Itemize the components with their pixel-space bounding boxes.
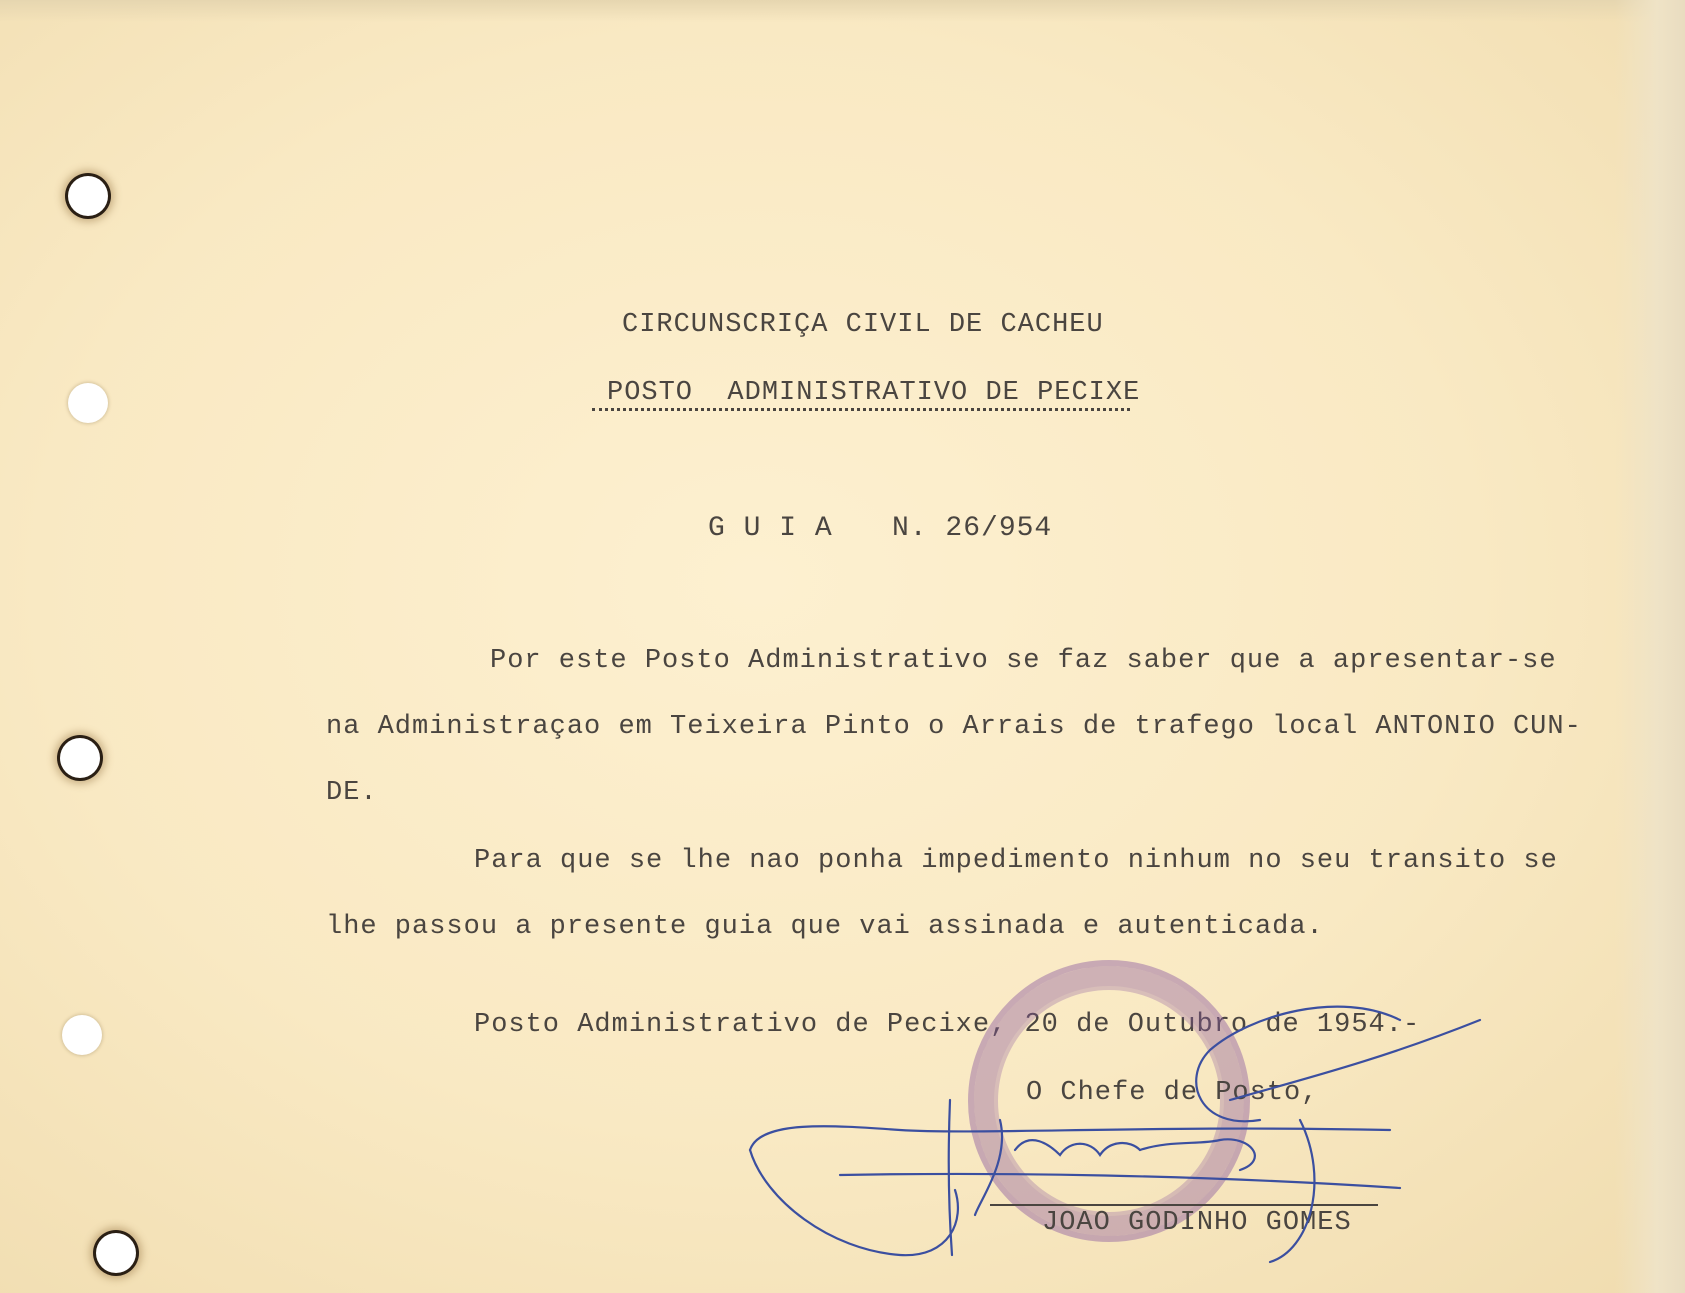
place-date: Posto Administrativo de Pecixe, 20 de Outubro de 1954.- [474, 1010, 1421, 1040]
body-line-3: DE. [326, 778, 378, 808]
header-circunscricao: CIRCUNSCRIÇA CIVIL DE CACHEU [622, 310, 1104, 340]
guia-label: G U I A [708, 513, 833, 544]
body-line-2: na Administraçao em Teixeira Pinto o Arrais de trafego local ANTONIO CUN- [326, 712, 1582, 742]
body-line-5: lhe passou a presente guia que vai assinada e autenticada. [326, 912, 1324, 942]
signatory-title: O Chefe de Posto, [1026, 1078, 1319, 1108]
guia-number: N. 26/954 [892, 513, 1053, 544]
body-line-1: Por este Posto Administrativo se faz saber que a apresentar-se [490, 646, 1557, 676]
body-line-4: Para que se lhe nao ponha impedimento ninhum no seu transito se [474, 846, 1558, 876]
header-posto: POSTO ADMINISTRATIVO DE PECIXE [607, 378, 1141, 408]
signatory-name: JOAO GODINHO GOMES [1042, 1208, 1352, 1238]
